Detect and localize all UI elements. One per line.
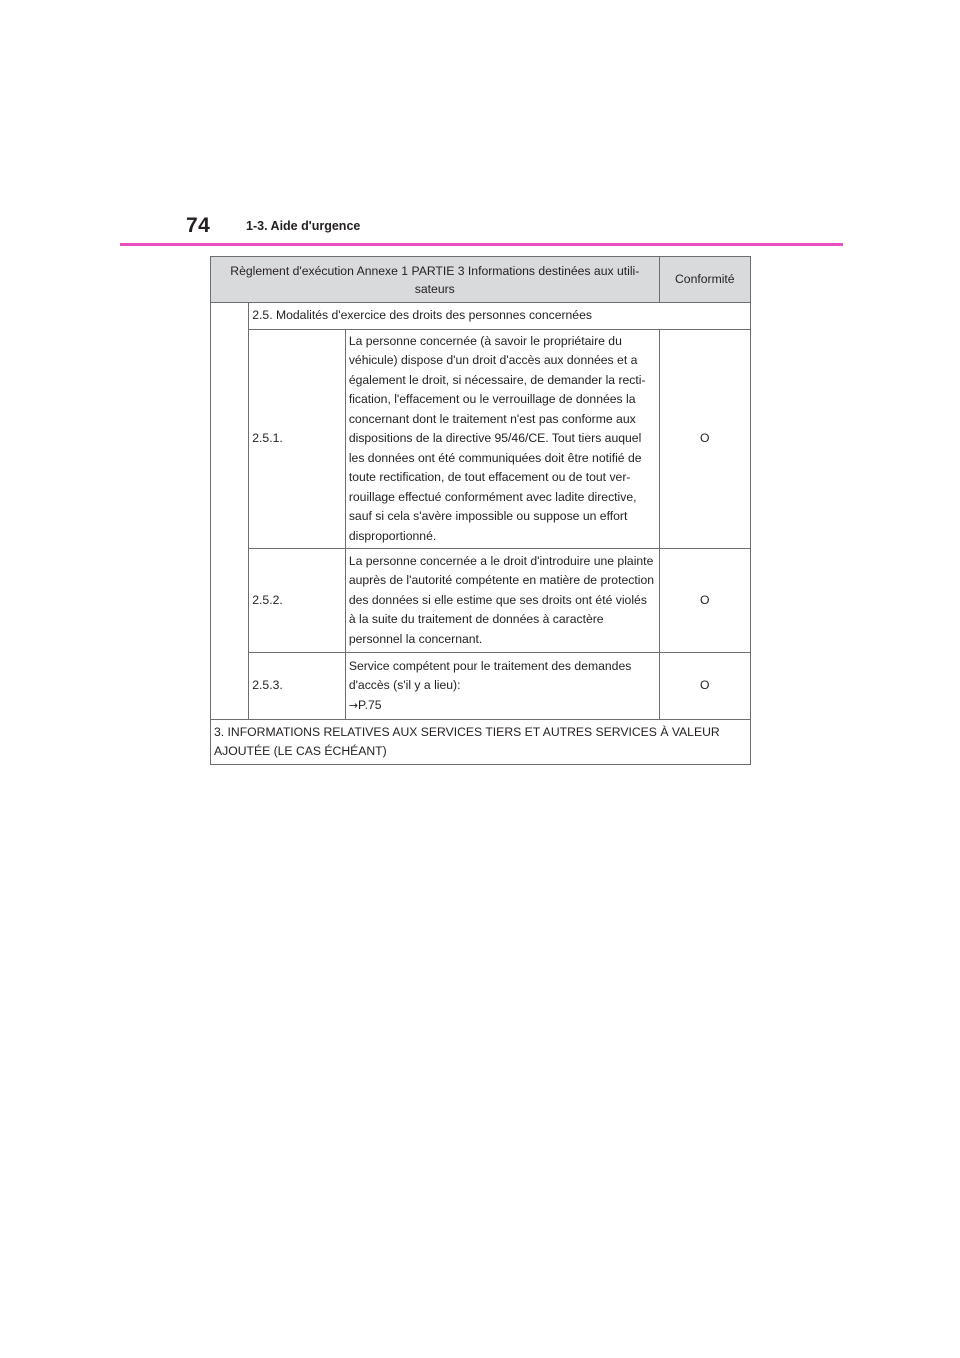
row-conformity: O <box>659 330 750 549</box>
indent-cell <box>211 303 249 720</box>
table-row <box>211 720 751 765</box>
table-row <box>211 653 751 720</box>
row-conformity: O <box>659 653 750 720</box>
row-description-text: Service compétent pour le traitement des demandes d'accès (s'il y a lieu): <box>348 658 632 693</box>
column-header-conformity: Conformité <box>659 257 750 303</box>
table-row <box>211 549 751 653</box>
page-reference-label: P.75 <box>358 697 382 712</box>
row-conformity: O <box>659 549 750 653</box>
column-header-regulation: Règlement d'exécution Annexe 1 PARTIE 3 Informations destinées aux utili-sateurs <box>211 257 660 303</box>
page-number: 74 <box>186 214 211 237</box>
page-reference[interactable] <box>349 696 656 716</box>
footer-row: 3. INFORMATIONS RELATIVES AUX SERVICES TIERS ET AUTRES SERVICES À VALEUR AJOUTÉE (LE CAS ÉCHÉANT) <box>211 720 751 765</box>
subsection-title: 2.5. Modalités d'exercice des droits des personnes concernées <box>249 303 751 330</box>
header-rule <box>120 243 843 246</box>
regulation-table <box>210 256 751 765</box>
section-title: 1-3. Aide d'urgence <box>246 219 361 233</box>
row-number: 2.5.1. <box>249 330 346 549</box>
row-description: La personne concernée a le droit d'introduire une plainte auprès de l'autorité compétente en matière de protection des données si elle estime que ses droits ont été violés à la suite du traitement de données à caractère personnel la concernant. <box>345 549 659 653</box>
table-row <box>211 303 751 330</box>
row-description <box>345 653 659 720</box>
table-row <box>211 330 751 549</box>
row-number: 2.5.2. <box>249 549 346 653</box>
row-number: 2.5.3. <box>249 653 346 720</box>
table-header-row <box>211 257 751 303</box>
arrow-right-icon: → <box>348 698 359 712</box>
row-description: La personne concernée (à savoir le propriétaire du véhicule) dispose d'un droit d'accès aux données et a également le droit, si nécessaire, de demander la recti-fication, l'effacement ou le verrouillage de données la concernant dont le traitement n'est pas conforme aux dispositions de la directive 95/46/CE. Tout tiers auquel les données ont été communiquées doit être notifié de toute rectification, de tout effacement ou de tout ver-rouillage effectué conformément avec ladite directive, sauf si cela s'avère impossible ou suppose un effort disproportionné. <box>345 330 659 549</box>
